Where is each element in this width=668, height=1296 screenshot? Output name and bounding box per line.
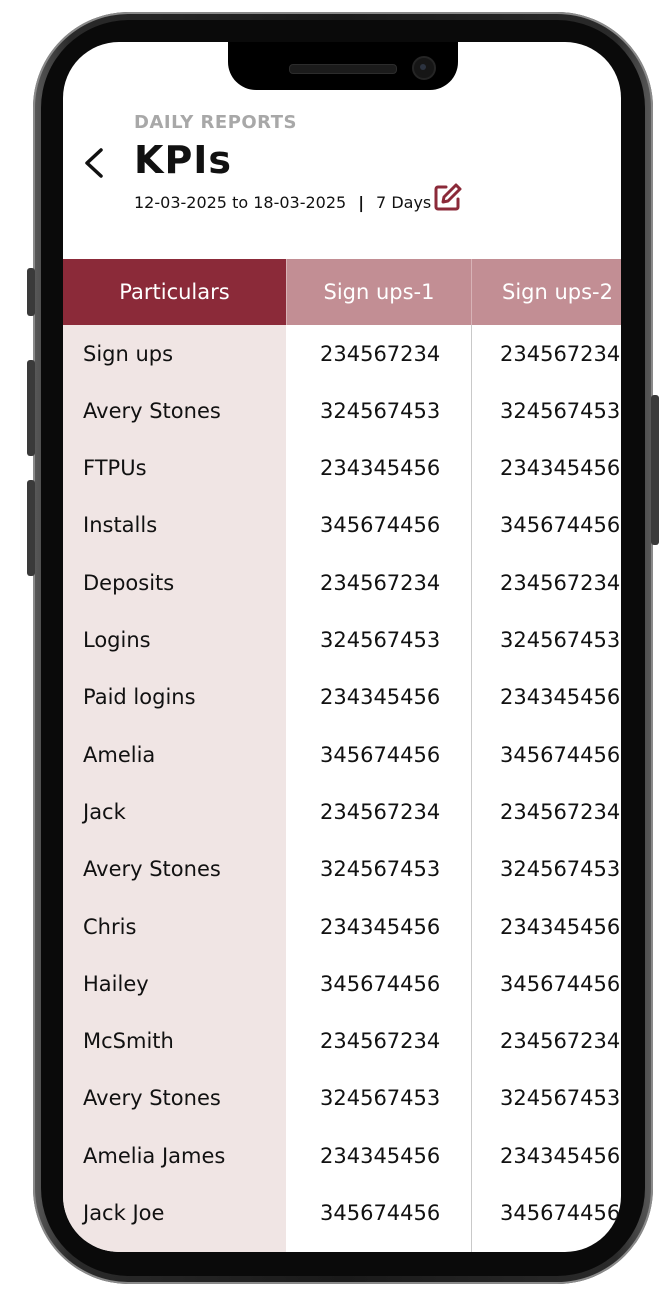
power-button — [651, 395, 659, 545]
row-label: Hailey — [83, 971, 149, 996]
table-row[interactable] — [63, 1127, 621, 1184]
row-value-sign-ups-1: 324567453 — [320, 857, 441, 882]
row-value-sign-ups-2: 345674456 — [500, 513, 621, 538]
table-row[interactable] — [63, 726, 621, 783]
row-label: Amelia — [83, 742, 156, 767]
row-label: Jack Joe — [83, 1201, 165, 1225]
table-row[interactable] — [63, 669, 621, 726]
table-row[interactable] — [63, 841, 621, 898]
row-label: Avery Stones — [83, 857, 221, 882]
table-row[interactable] — [63, 955, 621, 1012]
row-value-sign-ups-1: 234345456 — [320, 1143, 441, 1168]
row-label: Avery Stones — [83, 398, 221, 423]
row-value-sign-ups-1: 324567453 — [320, 398, 441, 423]
table-row[interactable] — [63, 898, 621, 955]
row-value-sign-ups-1: 234345456 — [320, 914, 441, 939]
table-row[interactable] — [63, 440, 621, 497]
edit-icon[interactable] — [433, 182, 463, 212]
row-value-sign-ups-2: 345674456 — [500, 971, 621, 996]
row-label: Chris — [83, 914, 137, 939]
row-value-sign-ups-2: 234567234 — [500, 799, 621, 824]
row-label: Paid logins — [83, 685, 196, 710]
row-value-sign-ups-2: 324567453 — [500, 628, 621, 652]
row-label: Deposits — [83, 570, 175, 595]
volume-up-button — [27, 360, 35, 456]
row-label: Sign ups — [83, 341, 174, 366]
row-value-sign-ups-2: 234567234 — [500, 1029, 621, 1054]
row-label: Installs — [83, 513, 158, 538]
phone-screen — [63, 42, 621, 1252]
period-text: 7 Days — [376, 192, 432, 212]
row-value-sign-ups-1: 234567234 — [320, 570, 441, 595]
row-value-sign-ups-2: 234567234 — [500, 570, 621, 595]
table-row[interactable] — [63, 554, 621, 611]
row-label: FTPUs — [83, 456, 147, 481]
back-chevron-icon[interactable] — [81, 146, 107, 180]
column-header-sign-ups-2[interactable]: Sign ups-2 — [471, 259, 621, 325]
row-value-sign-ups-2: 234567234 — [500, 341, 621, 366]
table-row[interactable] — [63, 1185, 621, 1242]
row-value-sign-ups-1: 324567453 — [320, 628, 441, 652]
table-row[interactable] — [63, 497, 621, 554]
row-value-sign-ups-1: 345674456 — [320, 1201, 441, 1225]
front-camera-icon — [412, 56, 436, 80]
column-header-sign-ups-1[interactable]: Sign ups-1 — [286, 259, 471, 325]
table-header-row — [63, 259, 621, 325]
row-value-sign-ups-1: 234567234 — [320, 799, 441, 824]
volume-down-button — [27, 480, 35, 576]
table-row[interactable] — [63, 382, 621, 439]
row-label: Jack — [83, 799, 126, 824]
table-row[interactable] — [63, 783, 621, 840]
table-row[interactable] — [63, 1070, 621, 1127]
silent-switch — [27, 268, 35, 316]
row-value-sign-ups-2: 234345456 — [500, 1143, 621, 1168]
row-value-sign-ups-1: 345674456 — [320, 971, 441, 996]
row-value-sign-ups-2: 345674456 — [500, 742, 621, 767]
speaker-grille — [289, 64, 397, 74]
page-title: KPIs — [134, 138, 233, 182]
row-value-sign-ups-2: 324567453 — [500, 398, 621, 423]
row-value-sign-ups-1: 234567234 — [320, 1029, 441, 1054]
date-range-row — [134, 190, 431, 214]
row-value-sign-ups-1: 234567234 — [320, 341, 441, 366]
row-value-sign-ups-2: 234345456 — [500, 914, 621, 939]
row-label: Amelia James — [83, 1143, 226, 1168]
date-range-text: 12-03-2025 to 18-03-2025 — [134, 192, 347, 212]
column-header-particulars[interactable]: Particulars — [63, 259, 286, 325]
row-value-sign-ups-1: 345674456 — [320, 742, 441, 767]
row-value-sign-ups-1: 234345456 — [320, 456, 441, 481]
table-row[interactable] — [63, 1013, 621, 1070]
row-value-sign-ups-2: 234345456 — [500, 456, 621, 481]
table-row[interactable] — [63, 612, 621, 669]
date-separator: | — [358, 192, 365, 212]
table-row[interactable] — [63, 325, 621, 382]
row-value-sign-ups-1: 324567453 — [320, 1086, 441, 1111]
row-label: Logins — [83, 628, 151, 652]
row-label: Avery Stones — [83, 1086, 221, 1111]
row-label: McSmith — [83, 1029, 174, 1054]
row-value-sign-ups-2: 324567453 — [500, 857, 621, 882]
page-eyebrow: DAILY REPORTS — [134, 112, 297, 133]
row-value-sign-ups-2: 324567453 — [500, 1086, 621, 1111]
row-value-sign-ups-2: 345674456 — [500, 1201, 621, 1225]
row-value-sign-ups-2: 234345456 — [500, 685, 621, 710]
row-value-sign-ups-1: 234345456 — [320, 685, 441, 710]
row-value-sign-ups-1: 345674456 — [320, 513, 441, 538]
